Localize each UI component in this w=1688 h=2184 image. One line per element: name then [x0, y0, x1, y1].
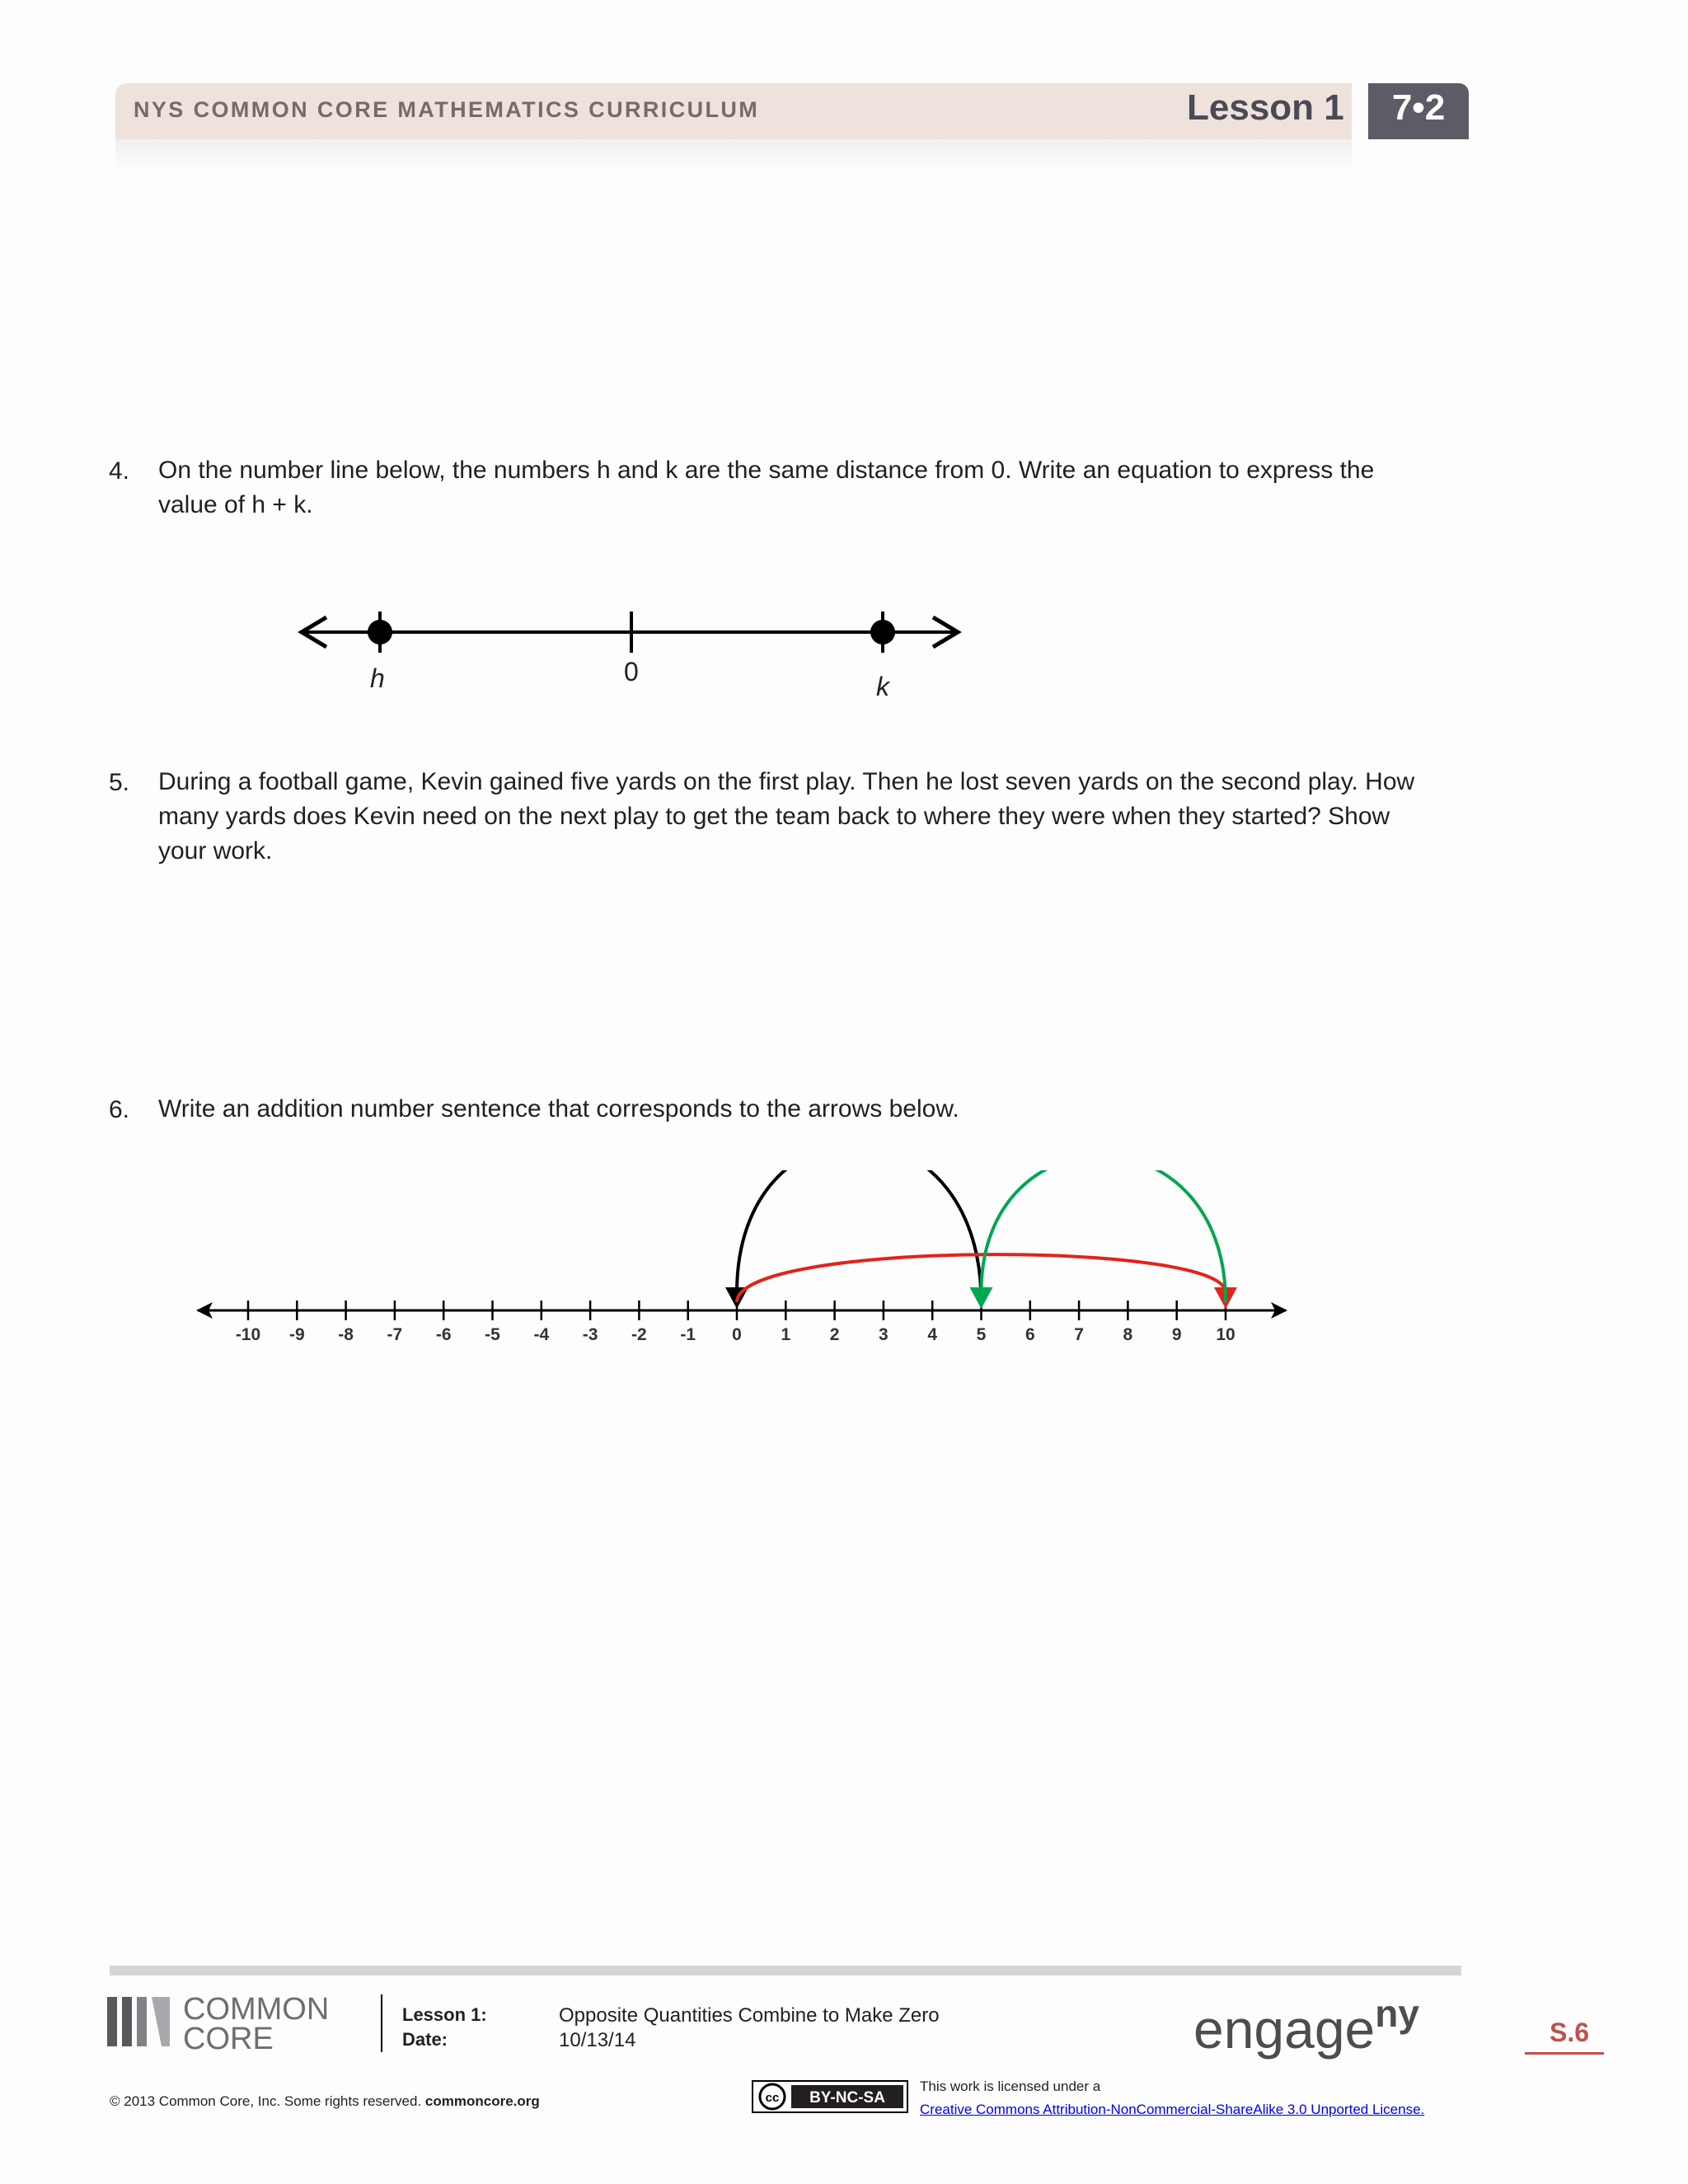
problem-4-line-2: value of h + k.	[158, 491, 313, 518]
lesson-title: Lesson 1	[1187, 87, 1344, 128]
common-core-logo-icon	[106, 1993, 173, 2050]
ny-text: ny	[1375, 1992, 1419, 2035]
engage-text: engage	[1193, 1999, 1376, 2060]
tick-label: -4	[533, 1325, 550, 1344]
label-zero: 0	[624, 657, 639, 687]
jump-arrow	[737, 1170, 982, 1302]
tick-label: 6	[1025, 1325, 1035, 1344]
number-line-arrows	[181, 1170, 1319, 1360]
tick-label: 4	[927, 1325, 938, 1344]
tick-label: -1	[680, 1325, 696, 1344]
tick-label: 1	[781, 1325, 791, 1344]
tick-label: 3	[879, 1325, 889, 1344]
common-core-logo-text	[183, 1994, 329, 2054]
tick-label: -9	[288, 1325, 305, 1344]
copyright-text: © 2013 Common Core, Inc. Some rights reserved.	[110, 2093, 422, 2109]
tick-label: 8	[1123, 1325, 1133, 1344]
footer-divider	[110, 1966, 1461, 1975]
tick-label: 10	[1216, 1325, 1236, 1344]
commoncore-site: commoncore.org	[424, 2093, 540, 2109]
copyright-line	[110, 2093, 540, 2110]
tick-label: -8	[338, 1325, 354, 1344]
tick-label: 2	[829, 1325, 840, 1344]
footer-date: 10/13/14	[559, 2029, 636, 2051]
tick-label: -3	[582, 1325, 598, 1344]
problem-6-line-1: Write an addition number sentence that corresponds to the arrows below.	[158, 1095, 959, 1122]
problem-4-number: 4.	[109, 457, 130, 485]
footer-separator	[381, 1994, 382, 2052]
footer-lesson-label: Lesson 1:	[402, 2004, 487, 2025]
point-k	[870, 620, 895, 644]
problem-5-line-1: During a football game, Kevin gained five yards on the first play. Then he lost seven yards on the second play. How	[158, 768, 1415, 795]
problem-4-line-1: On the number line below, the numbers h and k are the same distance from 0. Write an equation to express the	[158, 457, 1375, 484]
tick-label: 5	[976, 1325, 987, 1344]
tick-label: -2	[631, 1325, 647, 1344]
page-number-underline	[1525, 2052, 1604, 2055]
problem-5-number: 5.	[109, 769, 130, 796]
header-shadow	[115, 139, 1352, 172]
page-number: S.6	[1550, 2018, 1590, 2047]
svg-text:cc: cc	[765, 2091, 780, 2105]
grade-module-label: 7•2	[1391, 87, 1446, 128]
problem-6-number: 6.	[109, 1096, 130, 1123]
tick-label: 0	[732, 1325, 742, 1344]
engage-ny-logo	[1193, 1991, 1419, 2060]
license-intro: This work is licensed under a	[920, 2079, 1101, 2094]
tick-label: -6	[435, 1325, 452, 1344]
logo-line-2: CORE	[183, 2022, 274, 2056]
cc-badge-text: BY-NC-SA	[809, 2089, 885, 2107]
number-line-h-k	[288, 593, 973, 717]
label-h: h	[370, 663, 385, 693]
tick-label: 9	[1171, 1325, 1182, 1344]
logo-line-1: COMMON	[183, 1992, 330, 2027]
curriculum-title: NYS COMMON CORE MATHEMATICS CURRICULUM	[134, 97, 760, 122]
license-link[interactable]: Creative Commons Attribution-NonCommercial-ShareAlike 3.0 Unported License.	[920, 2102, 1425, 2117]
jump-arrowhead	[970, 1287, 993, 1309]
tick-label: 7	[1074, 1325, 1084, 1344]
footer-lesson-title: Opposite Quantities Combine to Make Zero	[559, 2004, 940, 2027]
jump-arrow	[982, 1170, 1226, 1302]
tick-label: -5	[485, 1325, 500, 1344]
tick-label: -10	[235, 1325, 261, 1344]
point-h	[368, 620, 392, 644]
label-k: k	[876, 672, 889, 701]
tick-label: -7	[387, 1325, 403, 1344]
footer-date-label: Date:	[402, 2029, 448, 2050]
problem-5-line-2: many yards does Kevin need on the next play to get the team back to where they were when they started? Show	[158, 803, 1390, 830]
cc-license-badge-icon	[752, 2080, 908, 2113]
problem-5-line-3: your work.	[158, 837, 273, 865]
